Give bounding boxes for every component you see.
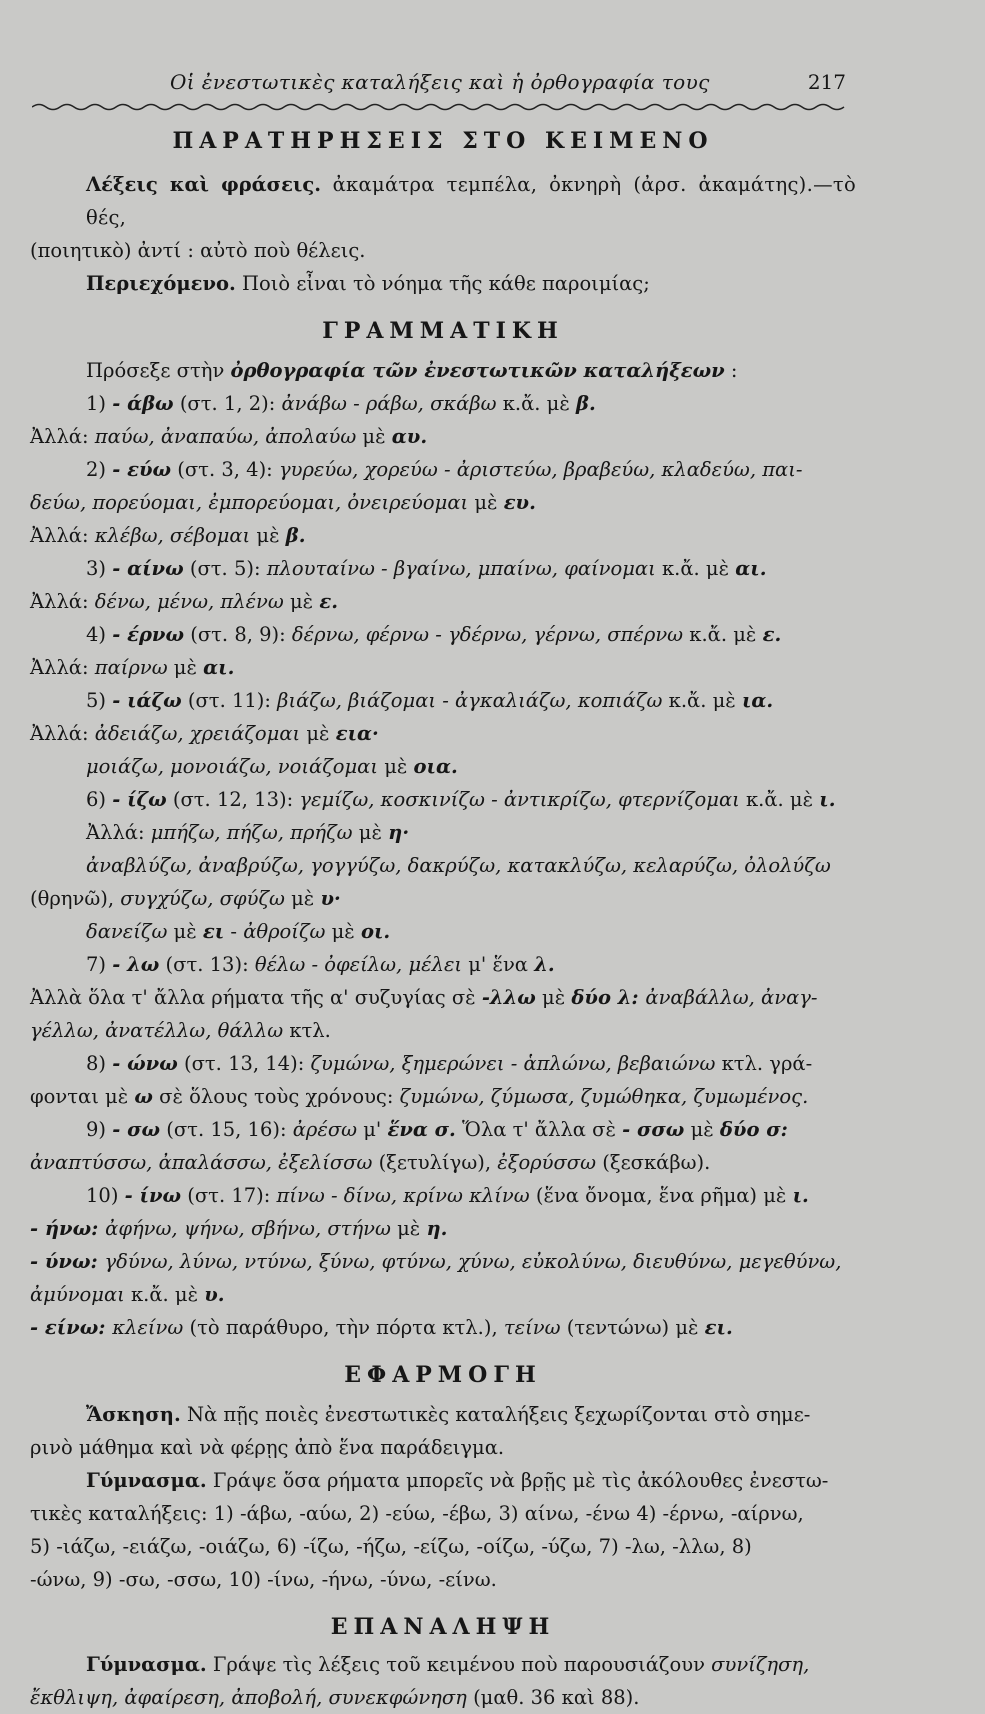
- review-paragraph-cont: ἔκθλιψη, ἀφαίρεση, ἀποβολή, συνεκφώνηση (μαθ. 36 καὶ 88).: [30, 1686, 640, 1709]
- vocabulary-label: Λέξεις καὶ φράσεις.: [86, 173, 322, 196]
- grammar-rules: [30, 387, 856, 1344]
- grammar-line: φονται μὲ ω σὲ ὅλους τοὺς χρόνους: ζυμώνω, ζύμωσα, ζυμώθηκα, ζυμωμένος.: [30, 1085, 809, 1108]
- grammar-line: - ύνω: γδύνω, λύνω, ντύνω, ξύνω, φτύνω, χύνω, εὐκολύνω, διευθύνω, μεγεθύνω,: [30, 1250, 842, 1273]
- exercise-paragraph: Ἄσκηση. Νὰ πῇς ποιὲς ἐνεστωτικὲς καταλήξεις ξεχωρίζονται στὸ σημε-: [86, 1403, 811, 1426]
- grammar-line: Ἀλλά: δένω, μένω, πλένω μὲ ε.: [30, 590, 338, 613]
- grammar-line: 8) - ώνω (στ. 13, 14): ζυμώνω, ξημερώνει - ἁπλώνω, βεβαιώνω κτλ. γρά-: [86, 1052, 813, 1075]
- grammar-line: 3) - αίνω (στ. 5): πλουταίνω - βγαίνω, μπαίνω, φαίνομαι κ.ἄ. μὲ αι.: [86, 557, 767, 580]
- page-number: 217: [807, 70, 846, 94]
- drill-paragraph: Γύμνασμα. Γράψε ὅσα ρήματα μπορεῖς νὰ βρῇς μὲ τὶς ἀκόλουθες ἐνεστω-: [86, 1469, 829, 1492]
- vocabulary-paragraph: [30, 168, 856, 234]
- grammar-line: Ἀλλά: παύω, ἀναπαύω, ἀπολαύω μὲ αυ.: [30, 425, 428, 448]
- drill-line-4: -ώνω, 9) -σω, -σσω, 10) -ίνω, -ήνω, -ύνω, -είνω.: [30, 1568, 497, 1591]
- grammar-line: 7) - λω (στ. 13): θέλω - ὀφείλω, μέλει μ' ἕνα λ.: [86, 953, 555, 976]
- content-label: Περιεχόμενο.: [86, 272, 236, 295]
- grammar-line: (θρηνῶ), συγχύζω, σφύζω μὲ υ·: [30, 887, 341, 910]
- exercise-label: Ἄσκηση.: [86, 1403, 181, 1426]
- grammar-line: Ἀλλά: ἀδειάζω, χρειάζομαι μὲ εια·: [30, 722, 379, 745]
- section-heading-grammar: ΓΡΑΜΜΑΤΙΚΗ: [322, 318, 564, 344]
- grammar-line: μοιάζω, μονοιάζω, νοιάζομαι μὲ οια.: [86, 755, 458, 778]
- running-title: Οἱ ἐνεστωτικὲς καταλήξεις καὶ ἡ ὀρθογραφία τους: [170, 70, 710, 94]
- grammar-line: 6) - ίζω (στ. 12, 13): γεμίζω, κοσκινίζω - ἀντικρίζω, φτερνίζομαι κ.ἄ. μὲ ι.: [86, 788, 836, 811]
- grammar-line: Ἀλλά: παίρνω μὲ αι.: [30, 656, 235, 679]
- grammar-line: ἀναβλύζω, ἀναβρύζω, γογγύζω, δακρύζω, κατακλύζω, κελαρύζω, ὀλολύζω: [86, 854, 831, 877]
- vocabulary-text: ἀκαμάτρα τεμπέλα, ὀκνηρὴ (ἀρσ. ἀκαμάτης).—τὸ θές,: [86, 173, 857, 229]
- grammar-line: 10) - ίνω (στ. 17): πίνω - δίνω, κρίνω κλίνω (ἕνα ὄνομα, ἕνα ρῆμα) μὲ ι.: [86, 1184, 809, 1207]
- review-paragraph: Γύμνασμα. Γράψε τὶς λέξεις τοῦ κειμένου ποὺ παρουσιάζουν συνίζηση,: [86, 1653, 810, 1676]
- exercise-paragraph-cont: ρινὸ μάθημα καὶ νὰ φέρῃς ἀπὸ ἕνα παράδειγμα.: [30, 1436, 505, 1459]
- grammar-line: 9) - σω (στ. 15, 16): ἀρέσω μ' ἕνα σ. Ὅλα τ' ἄλλα σὲ - σσω μὲ δύο σ:: [86, 1118, 788, 1141]
- drill-label: Γύμνασμα.: [86, 1469, 207, 1492]
- section-heading-notes: ΠΑΡΑΤΗΡΗΣΕΙΣ ΣΤΟ ΚΕΙΜΕΝΟ: [172, 128, 714, 154]
- grammar-line: - ήνω: ἀφήνω, ψήνω, σβήνω, στήνω μὲ η.: [30, 1217, 448, 1240]
- grammar-intro: Πρόσεξε στὴν ὀρθογραφία τῶν ἐνεστωτικῶν καταλήξεων :: [86, 359, 738, 382]
- grammar-line: Ἀλλὰ ὅλα τ' ἄλλα ρήματα τῆς α' συζυγίας σὲ -λλω μὲ δύο λ: ἀναβάλλω, ἀναγ-: [30, 986, 818, 1009]
- review-label: Γύμνασμα.: [86, 1653, 207, 1676]
- content-paragraph: [30, 267, 856, 300]
- grammar-line: δεύω, πορεύομαι, ἐμπορεύομαι, ὀνειρεύομαι μὲ ευ.: [30, 491, 536, 514]
- grammar-line: γέλλω, ἀνατέλλω, θάλλω κτλ.: [30, 1019, 331, 1042]
- grammar-line: 1) - άβω (στ. 1, 2): ἀνάβω - ράβω, σκάβω κ.ἄ. μὲ β.: [86, 392, 596, 415]
- grammar-line: ἀναπτύσσω, ἀπαλάσσω, ἐξελίσσω (ξετυλίγω), ἐξορύσσω (ξεσκάβω).: [30, 1151, 711, 1174]
- grammar-line: 2) - εύω (στ. 3, 4): γυρεύω, χορεύω - ἀριστεύω, βραβεύω, κλαδεύω, παι-: [86, 458, 803, 481]
- wavy-rule: [32, 102, 854, 112]
- vocabulary-paragraph-cont: (ποιητικὸ) ἀντί : αὐτὸ ποὺ θέλεις.: [30, 239, 366, 262]
- grammar-line: 4) - έρνω (στ. 8, 9): δέρνω, φέρνω - γδέρνω, γέρνω, σπέρνω κ.ἄ. μὲ ε.: [86, 623, 782, 646]
- drill-line-3: 5) -ιάζω, -ειάζω, -οιάζω, 6) -ίζω, -ήζω, -είζω, -οίζω, -ύζω, 7) -λω, -λλω, 8): [30, 1535, 752, 1558]
- section-heading-application: ΕΦΑΡΜΟΓΗ: [344, 1362, 542, 1388]
- grammar-line: Ἀλλά: κλέβω, σέβομαι μὲ β.: [30, 524, 306, 547]
- book-page: [30, 60, 856, 1714]
- grammar-line: Ἀλλά: μπήζω, πήζω, πρήζω μὲ η·: [86, 821, 410, 844]
- grammar-line: 5) - ιάζω (στ. 11): βιάζω, βιάζομαι - ἀγκαλιάζω, κοπιάζω κ.ἄ. μὲ ια.: [86, 689, 774, 712]
- section-heading-review: ΕΠΑΝΑΛΗΨΗ: [330, 1614, 556, 1640]
- grammar-line: δανείζω μὲ ει - ἀθροίζω μὲ οι.: [86, 920, 391, 943]
- grammar-line: - είνω: κλείνω (τὸ παράθυρο, τὴν πόρτα κτλ.), τείνω (τεντώνω) μὲ ει.: [30, 1316, 733, 1339]
- grammar-line: ἀμύνομαι κ.ἄ. μὲ υ.: [30, 1283, 225, 1306]
- content-text: Ποιὸ εἶναι τὸ νόημα τῆς κάθε παροιμίας;: [242, 272, 650, 295]
- running-header: [30, 60, 856, 100]
- drill-line-2: τικὲς καταλήξεις: 1) -άβω, -αύω, 2) -εύω, -έβω, 3) αίνω, -ένω 4) -έρνω, -αίρνω,: [30, 1502, 804, 1525]
